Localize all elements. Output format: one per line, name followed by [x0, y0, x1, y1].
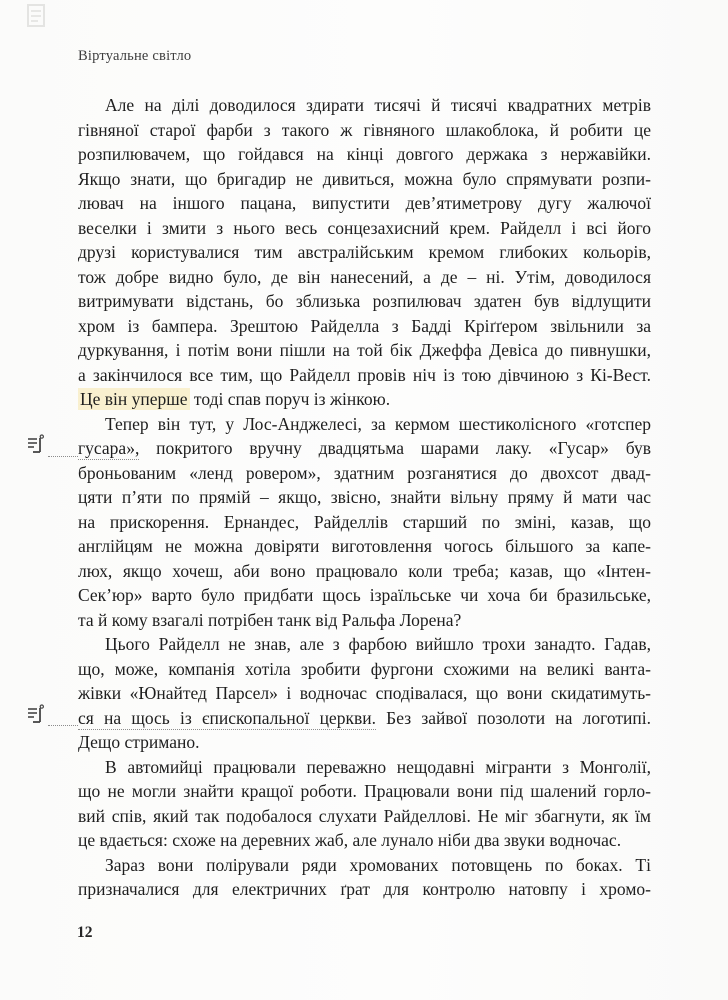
text-line: [78, 485, 651, 510]
text-line: [78, 216, 651, 241]
text-span: на прискорення. Ернандес, Райделлів старший по зміні, казав, що: [78, 511, 651, 532]
text-line: [78, 583, 651, 608]
text-line: [78, 681, 651, 706]
text-span: та й кому взагалі потрібен танк від Ральфа Лорена?: [78, 609, 462, 630]
text-line: [78, 534, 651, 559]
text-span: призначалися для електричних ґрат для контролю натовпу і хромо-: [78, 879, 651, 899]
text-span: В автомийці працювали переважно нещодавні мігранти з Монголії,: [105, 756, 651, 777]
text-span: Тепер він тут, у Лос-Анджелесі, за кермом шестиколісного «готспер: [105, 413, 651, 434]
text-line: [78, 118, 651, 143]
highlighted-text[interactable]: Це він уперше: [80, 389, 188, 409]
annotated-text[interactable]: гусара»,: [78, 438, 140, 458]
text-line: [78, 387, 651, 412]
text-span: що, може, компанія хотіла зробити фургони схожими на великі ванта-: [78, 658, 651, 679]
text-line: [78, 828, 651, 853]
text-span: хром із бампера. Зрештою Райделла з Бадді Кріґґером звільнили за: [78, 315, 651, 336]
text-line: [78, 142, 651, 167]
page-number: 12: [77, 924, 93, 941]
text-line: [78, 363, 651, 388]
note-leader-line: [48, 456, 78, 457]
text-span: англійцям не можна довіряти виготовлення чогось більшого за капе-: [78, 536, 651, 556]
text-span: Зараз вони полірували ряди хромованих потовщень по боках. Ті: [105, 854, 651, 875]
text-span: тож добре видно було, де він нанесений, а де – ні. Утім, доводилося: [78, 266, 651, 287]
text-line: [78, 289, 651, 314]
text-span: люх, якщо хочеш, аби воно працювало коли треба; казав, що «Інтен-: [78, 560, 651, 581]
text-line: [78, 240, 651, 265]
text-span: Дещо стримано.: [78, 732, 200, 752]
text-span: Але на ділі доводилося здирати тисячі й тисячі квадратних метрів: [105, 95, 651, 115]
text-span: тоді спав поруч із жінкою.: [189, 389, 391, 409]
text-line: [78, 755, 651, 780]
text-line: [78, 853, 651, 878]
text-span: покритого вручну двадцятьма шарами лаку. «Гусар» був: [139, 438, 651, 458]
text-line: [78, 167, 651, 192]
text-span: витримувати відстань, бо зблизька розпилювач здатен був відлущити: [78, 291, 651, 311]
text-line: [78, 632, 651, 657]
text-span: гівняної старої фарби з такого ж гівняного шлакоблока, й робити це: [78, 119, 651, 140]
text-line: [78, 608, 651, 633]
text-span: цяти п’яти по прямій – якщо, звісно, знайти вільну пряму й мати час: [78, 487, 651, 507]
text-line: [78, 338, 651, 363]
text-span: це вдається: схоже на деревних жаб, але лунало ніби два звуки водночас.: [78, 830, 622, 850]
text-line: [78, 461, 651, 486]
text-span: друзі користувалися тим австралійським кремом глибоких кольорів,: [78, 242, 651, 262]
note-pencil-icon[interactable]: [26, 704, 48, 726]
text-line: [78, 191, 651, 216]
text-span: веселки і змити з нього весь сонцезахисний крем. Райделл і всі його: [78, 217, 651, 238]
note-leader-line: [48, 725, 78, 726]
text-line: [78, 657, 651, 682]
text-line: [78, 412, 651, 437]
text-span: лювач на іншого пацана, випустити дев’ятиметрову дугу жалючої: [78, 193, 651, 213]
text-span: Сек’юр» варто було придбати щось ізраїльське чи хоча би бразильське,: [78, 585, 651, 605]
annotated-text[interactable]: ся на щось із єпископальної церкви.: [78, 707, 376, 728]
running-title: Віртуальне світло: [78, 48, 192, 64]
text-line: [78, 314, 651, 339]
text-line: [78, 559, 651, 584]
text-line: [78, 877, 651, 902]
text-span: Цього Райделл не знав, але з фарбою вийшло трохи занадто. Гадав,: [105, 634, 651, 654]
text-line: [78, 93, 651, 118]
text-span: вий спів, який так подобалося слухати Райделлові. Не міг збагнути, як їм: [78, 805, 651, 826]
text-span: Якщо знати, що бригадир не дивиться, можна було спрямувати розпи-: [78, 168, 651, 189]
text-line: [78, 779, 651, 804]
text-line: [78, 265, 651, 290]
note-pencil-icon[interactable]: [26, 434, 48, 456]
text-span: жівки «Юнайтед Парсел» і водночас сподівалася, що вони скидатимуть-: [78, 683, 651, 703]
text-span: дуркування, і потім вони пішли на той бік Джеффа Девіса до пивнушки,: [78, 340, 651, 360]
text-line: [78, 510, 651, 535]
corner-note-page-icon: [26, 2, 50, 35]
text-span: що не могли знайти кращої роботи. Працювали вони під шалений горло-: [78, 781, 651, 801]
text-span: Без зайвої позолоти на логотипі.: [375, 707, 652, 728]
text-span: розпилювачем, що гойдався на кінці довгого держака з нержавійки.: [78, 144, 651, 164]
text-line: [78, 804, 651, 829]
text-line: [78, 730, 651, 755]
text-line: [78, 436, 651, 461]
text-span: броньованим «ленд ровером», здатним розганятися до двохсот двад-: [78, 462, 651, 483]
text-span: а закінчилося все тим, що Райделл провів ніч із тою дівчиною з Кі-Вест.: [78, 364, 651, 385]
text-line: [78, 706, 651, 731]
page-text: [78, 93, 651, 902]
